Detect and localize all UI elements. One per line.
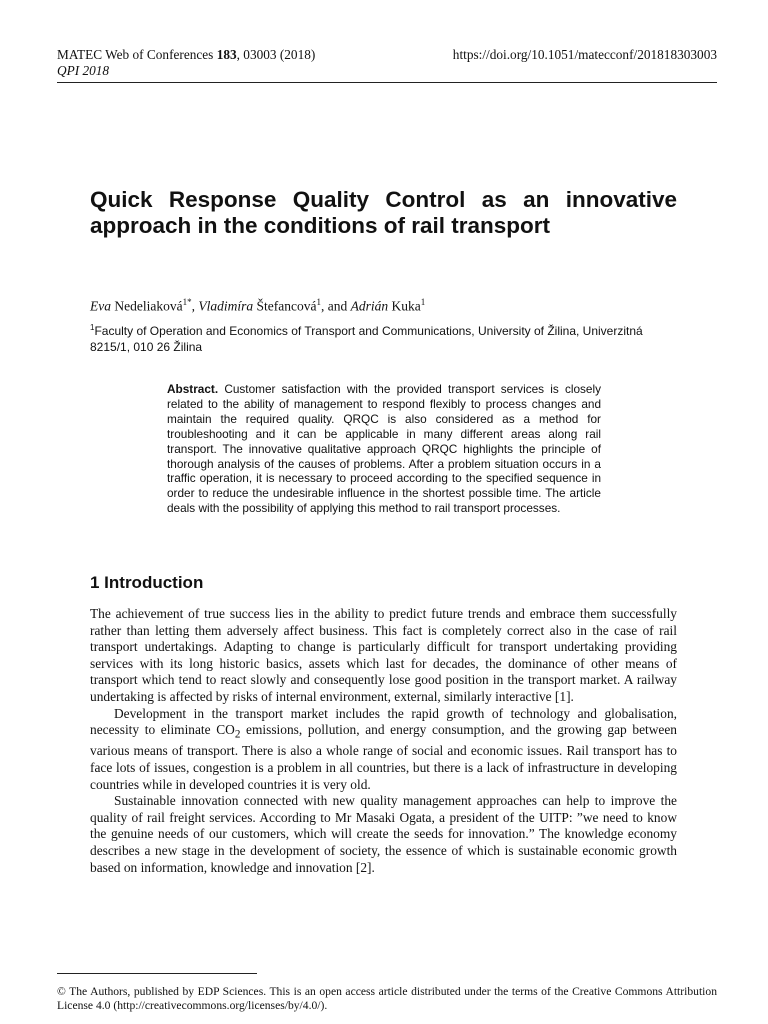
author-separator: ,	[191, 298, 199, 314]
abstract-label: Abstract.	[167, 382, 219, 396]
license-footer: © The Authors, published by EDP Sciences. This is an open access article distributed under the terms of the Creative Commons Attribution License 4.0 (http://creativecommons.org/licenses/by/4.0/).	[57, 985, 717, 1012]
author-1-affil: 1*	[182, 297, 192, 307]
author-3-last: Kuka	[388, 298, 421, 314]
author-separator: , and	[320, 298, 351, 314]
doi-link[interactable]: https://doi.org/10.1051/matecconf/201818303003	[452, 47, 717, 62]
conference-name: QPI 2018	[57, 63, 110, 78]
footer-divider	[57, 973, 257, 974]
author-2-affil: 1	[316, 297, 321, 307]
author-3-first: Adrián	[350, 298, 389, 314]
author-2-last: Štefancová	[253, 298, 317, 314]
affiliation-marker: 1	[90, 323, 95, 332]
abstract	[167, 382, 601, 516]
author-2-first: Vladimíra	[198, 298, 254, 314]
affiliation	[90, 320, 677, 355]
article-number: , 03003 (2018)	[236, 47, 316, 62]
section-heading: 1 Introduction	[90, 573, 204, 592]
header-divider	[57, 82, 717, 83]
author-list	[90, 294, 677, 315]
section-body	[90, 606, 677, 876]
paragraph: The achievement of true success lies in the ability to predict future trends and embrace them successfully rather than letting them adversely affect business. This fact is completely correct also in the case of rail transport undertakings. Adapting to change is particularly difficult for transport undertaking providing services with its long historic basics, assets which last for decades, the dominance of other means of transport which tend to react slowly and consequently lose good position in the transport market. A railway undertaking is affected by risks of internal environment, external, similarly interactive [1].	[90, 606, 677, 704]
paragraph-text: Development in the transport market includes the rapid growth of technology and globalisation, necessity to eliminate CO	[90, 705, 677, 738]
page-header	[57, 47, 717, 79]
author-1-first: Eva	[90, 298, 111, 314]
journal-name: MATEC Web of Conferences	[57, 47, 217, 62]
journal-citation	[57, 47, 315, 63]
journal-volume: 183	[216, 47, 237, 62]
paragraph: Sustainable innovation connected with new quality management approaches can help to improve the quality of rail freight services. According to Mr Masaki Ogata, a president of the UITP: ”we need to know the genuine needs of our customers, which will create the seeds for innovation.” The knowledge economy describes a new stage in the development of society, the essence of which is sustainable economic growth based on information, knowledge and innovation [2].	[90, 793, 677, 875]
subscript: 2	[234, 728, 241, 741]
paragraph-text: emissions, pollution, and energy consumption, and the growing gap between various means of transport. There is also a whole range of social and economic issues. Rail transport has to face lots of issues, congestion is a problem in all countries, but there is a lack of infrastructure in developing countries while in developed countries it is very old.	[90, 722, 677, 792]
paragraph	[90, 706, 677, 794]
article-title: Quick Response Quality Control as an innovative approach in the conditions of rail transport	[90, 187, 677, 238]
author-3-affil: 1	[420, 297, 426, 307]
abstract-text: Customer satisfaction with the provided transport services is closely related to the ability of management to respond flexibly to process changes and maintain the required quality. QRQC is also considered as a method for troubleshooting and it can be applicable in many different areas along rail transport. The innovative qualitative approach QRQC highlights the principle of thorough analysis of the causes of problems. After a problem situation occurs in a traffic operation, it is necessary to proceed according to the specified sequence in order to reduce the undesirable influence in the shortest possible time. The article deals with the possibility of applying this method to rail transport processes.	[167, 382, 601, 516]
affiliation-text: Faculty of Operation and Economics of Transport and Communications, University of Žilina, Univerzitná 8215/1, 010 26 Žilina	[90, 324, 643, 354]
author-1-last: Nedeliaková	[111, 298, 183, 314]
